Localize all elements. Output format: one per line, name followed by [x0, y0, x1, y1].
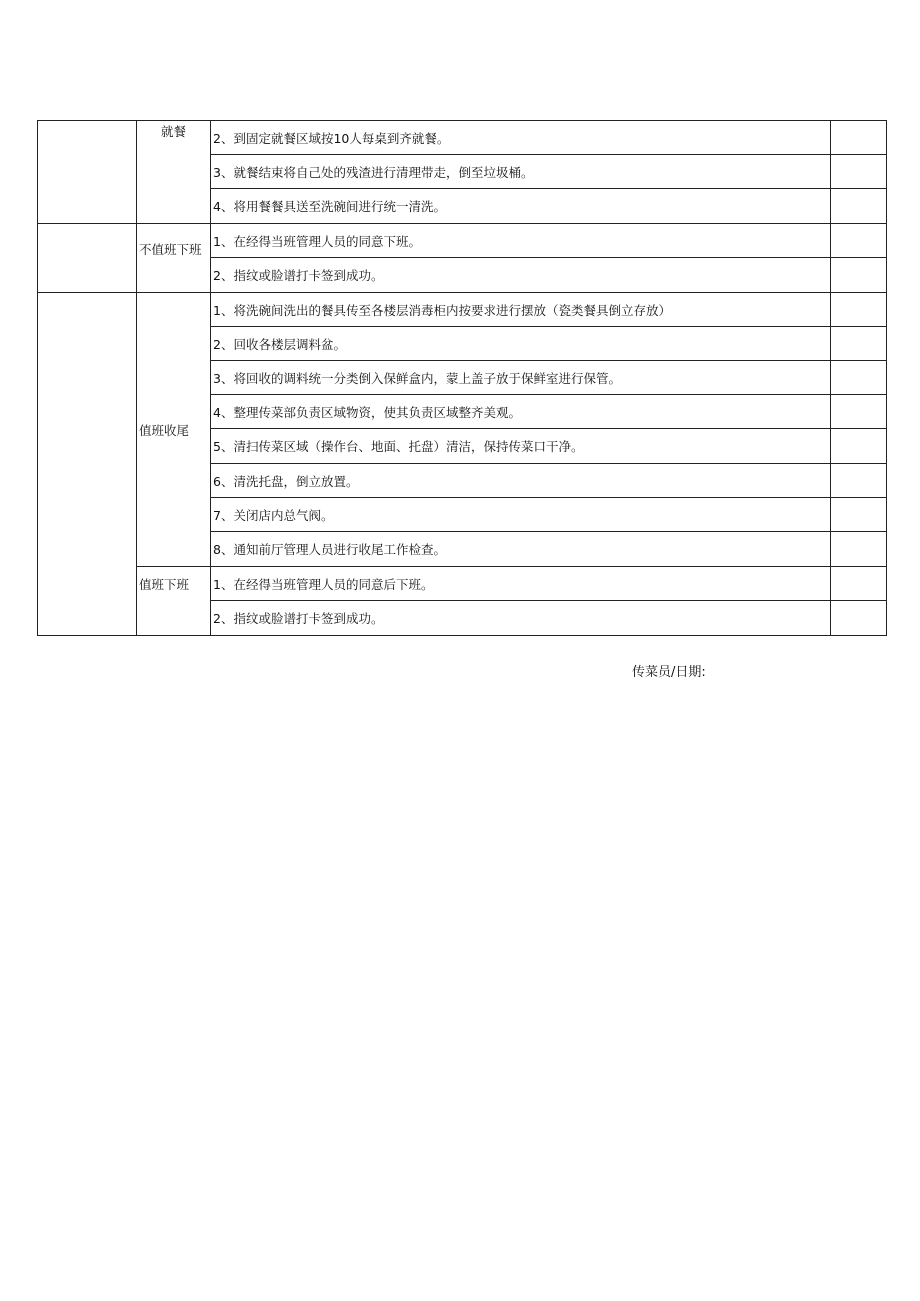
check-cell[interactable] — [831, 121, 887, 155]
checklist-item: 2、指纹或脸谱打卡签到成功。 — [211, 258, 831, 293]
checklist-item: 2、回收各楼层调料盆。 — [211, 327, 831, 361]
check-cell[interactable] — [831, 567, 887, 601]
check-cell[interactable] — [831, 224, 887, 258]
table-row — [38, 567, 887, 601]
check-cell[interactable] — [831, 155, 887, 189]
check-cell[interactable] — [831, 327, 887, 361]
check-cell[interactable] — [831, 532, 887, 567]
table-row — [38, 293, 887, 327]
check-cell[interactable] — [831, 395, 887, 429]
table-row — [38, 121, 887, 155]
checklist-item: 8、通知前厅管理人员进行收尾工作检查。 — [211, 532, 831, 567]
check-cell[interactable] — [831, 464, 887, 498]
signature-date-label: 传菜员/日期: — [632, 665, 706, 680]
check-cell[interactable] — [831, 189, 887, 224]
checklist-item: 2、到固定就餐区域按10人每桌到齐就餐。 — [211, 121, 831, 155]
check-cell[interactable] — [831, 498, 887, 532]
stage-cell — [38, 293, 137, 636]
checklist-item: 4、将用餐餐具送至洗碗间进行统一清洗。 — [211, 189, 831, 224]
checklist-item: 5、清扫传菜区域（操作台、地面、托盘）清洁，保持传菜口干净。 — [211, 429, 831, 464]
table-row — [38, 224, 887, 258]
checklist-item: 6、清洗托盘，倒立放置。 — [211, 464, 831, 498]
checklist-item: 1、将洗碗间洗出的餐具传至各楼层消毒柜内按要求进行摆放（瓷类餐具倒立存放） — [211, 293, 831, 327]
checklist-item: 4、整理传菜部负责区域物资，使其负责区域整齐美观。 — [211, 395, 831, 429]
section-label-on-duty: 值班下班 — [139, 577, 190, 592]
check-cell[interactable] — [831, 361, 887, 395]
checklist-item: 3、将回收的调料统一分类倒入保鲜盒内，蒙上盖子放于保鲜室进行保管。 — [211, 361, 831, 395]
check-cell[interactable] — [831, 429, 887, 464]
procedure-checklist-table — [37, 120, 887, 636]
checklist-item: 1、在经得当班管理人员的同意后下班。 — [211, 567, 831, 601]
section-label-cell — [137, 224, 211, 293]
check-cell[interactable] — [831, 258, 887, 293]
checklist-item: 1、在经得当班管理人员的同意下班。 — [211, 224, 831, 258]
section-label-cell — [137, 121, 211, 224]
checklist-item: 7、关闭店内总气阀。 — [211, 498, 831, 532]
check-cell[interactable] — [831, 293, 887, 327]
stage-cell — [38, 224, 137, 293]
section-label-cell — [137, 293, 211, 567]
section-label-off-duty: 不值班下班 — [139, 242, 202, 257]
section-label-closing: 值班收尾 — [139, 422, 190, 438]
check-cell[interactable] — [831, 601, 887, 636]
section-label-dining: 就餐 — [161, 124, 187, 139]
section-label-cell — [137, 567, 211, 636]
checklist-item: 2、指纹或脸谱打卡签到成功。 — [211, 601, 831, 636]
stage-cell — [38, 121, 137, 224]
checklist-item: 3、就餐结束将自己处的残渣进行清理带走，倒至垃圾桶。 — [211, 155, 831, 189]
